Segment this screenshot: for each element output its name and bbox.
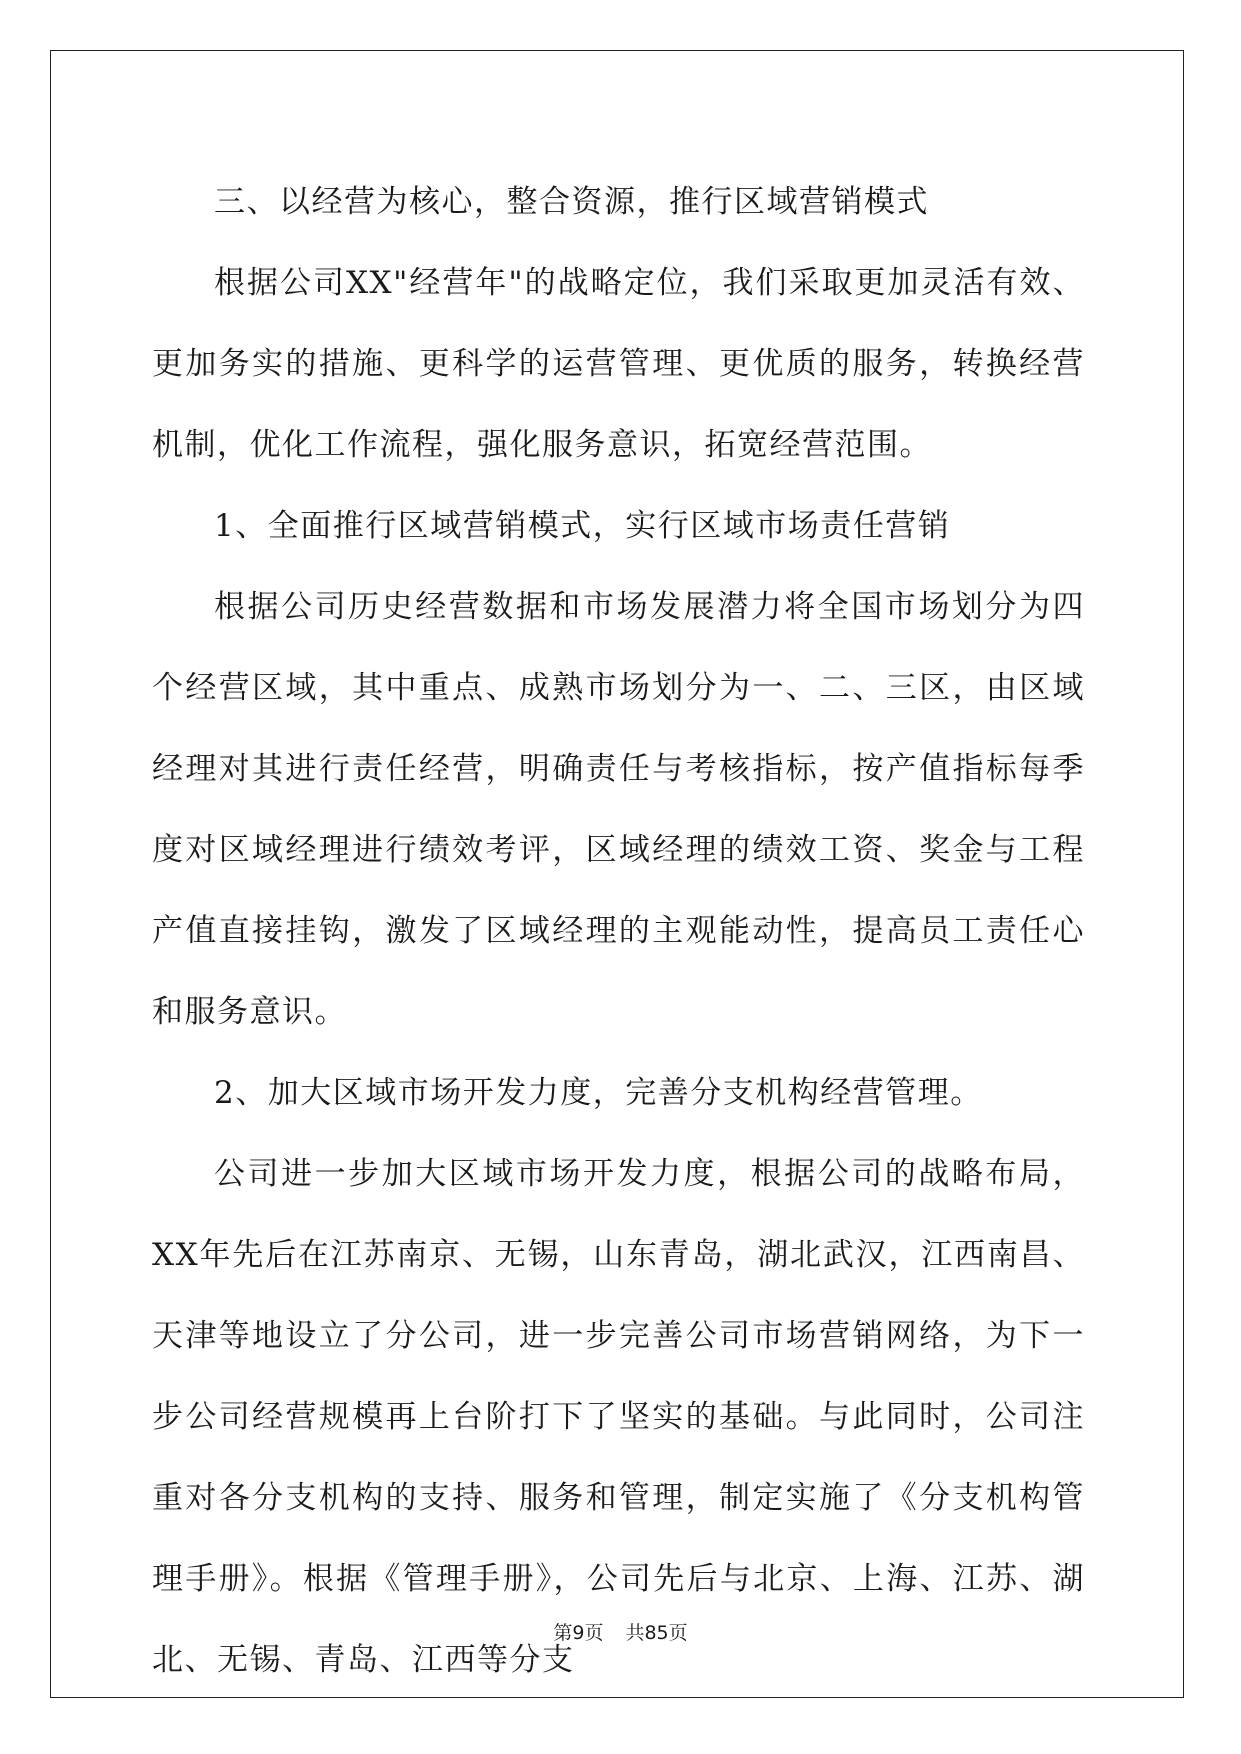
paragraph: 公司进一步加大区域市场开发力度，根据公司的战略布局，XX年先后在江苏南京、无锡，山东青岛，湖北武汉，江西南昌、天津等地设立了分公司，进一步完善公司市场营销网络，为下一步公司经营规模再上台阶打下了坚实的基础。与此同时，公司注重对各分支机构的支持、服务和管理，制定实施了《分支机构管理手册》。根据《管理手册》，公司先后与北京、上海、江苏、湖北、无锡、青岛、江西等分支 (152, 1156, 1085, 1678)
subsection-heading: 2、加大区域市场开发力度，完善分支机构经营管理。 (214, 1075, 983, 1111)
total-pages: 85 (644, 1622, 669, 1644)
page-suffix: 页 (584, 1622, 604, 1644)
section-heading: 三、以经营为核心，整合资源，推行区域营销模式 (214, 184, 929, 220)
document-body (152, 162, 1085, 1701)
total-suffix: 页 (668, 1622, 688, 1644)
subsection-heading: 1、全面推行区域营销模式，实行区域市场责任营销 (214, 508, 951, 544)
page-footer (0, 1618, 1241, 1645)
paragraph: 根据公司历史经营数据和市场发展潜力将全国市场划分为四个经营区域，其中重点、成熟市场划分为一、二、三区，由区域经理对其进行责任经营，明确责任与考核指标，按产值指标每季度对区域经理进行绩效考评，区域经理的绩效工资、奖金与工程产值直接挂钩，激发了区域经理的主观能动性，提高员工责任心和服务意识。 (152, 589, 1085, 1030)
page-prefix: 第 (553, 1622, 573, 1644)
paragraph: 根据公司XX"经营年"的战略定位，我们采取更加灵活有效、更加务实的措施、更科学的运营管理、更优质的服务，转换经营机制，优化工作流程，强化服务意识，拓宽经营范围。 (152, 265, 1085, 463)
total-prefix: 共 (625, 1622, 645, 1644)
page-number: 9 (572, 1622, 585, 1644)
